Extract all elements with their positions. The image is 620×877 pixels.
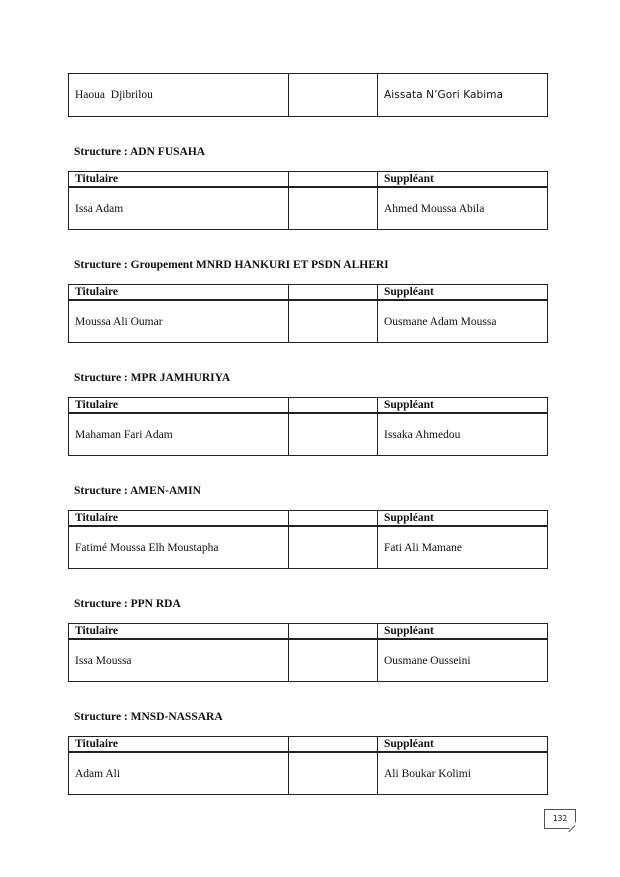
empty-cell [289,187,378,230]
structure-heading: Structure : AMEN-AMIN [74,485,201,497]
suppleant-cell: Ahmed Moussa Abila [378,187,548,230]
page-number: 132 [552,814,568,823]
table-row [69,413,548,456]
suppleant-header: Suppléant [378,398,548,414]
suppleant-cell: Aissata N’Gori Kabima [378,74,548,117]
structure-heading: Structure : ADN FUSAHA [74,146,206,158]
table-row [69,74,548,117]
member-table [68,397,548,456]
member-table [68,171,548,230]
table-row [69,639,548,682]
member-table [68,510,548,569]
member-table [68,623,548,682]
empty-cell [289,639,378,682]
empty-cell [289,74,378,117]
titulaire-header: Titulaire [69,624,289,640]
empty-header [289,398,378,414]
empty-header [289,624,378,640]
titulaire-cell: Issa Moussa [69,639,289,682]
table-header-row [69,737,548,753]
titulaire-header: Titulaire [69,737,289,753]
member-table-continued [68,73,548,117]
suppleant-header: Suppléant [378,172,548,188]
suppleant-header: Suppléant [378,511,548,527]
suppleant-cell: Issaka Ahmedou [378,413,548,456]
titulaire-header: Titulaire [69,285,289,301]
suppleant-cell: Ousmane Ousseini [378,639,548,682]
table-row [69,187,548,230]
titulaire-cell: Issa Adam [69,187,289,230]
table-header-row [69,285,548,301]
suppleant-cell: Ali Boukar Kolimi [378,752,548,795]
titulaire-cell: Haoua Djibrilou [69,74,289,117]
empty-header [289,285,378,301]
table-row [69,300,548,343]
table-row [69,526,548,569]
structure-heading: Structure : MPR JAMHURIYA [74,372,231,384]
structure-heading: Structure : PPN RDA [74,598,181,610]
empty-header [289,737,378,753]
table-header-row [69,511,548,527]
empty-cell [289,300,378,343]
suppleant-header: Suppléant [378,624,548,640]
table-header-row [69,624,548,640]
titulaire-cell: Fatimé Moussa Elh Moustapha [69,526,289,569]
empty-header [289,511,378,527]
structure-heading: Structure : Groupement MNRD HANKURI ET PSDN ALHERI [74,259,389,271]
empty-cell [289,752,378,795]
empty-cell [289,526,378,569]
structure-heading: Structure : MNSD-NASSARA [74,711,223,723]
titulaire-cell: Moussa Ali Oumar [69,300,289,343]
titulaire-header: Titulaire [69,511,289,527]
suppleant-cell: Ousmane Adam Moussa [378,300,548,343]
titulaire-cell: Adam Ali [69,752,289,795]
titulaire-header: Titulaire [69,172,289,188]
titulaire-header: Titulaire [69,398,289,414]
empty-cell [289,413,378,456]
table-row [69,752,548,795]
table-header-row [69,398,548,414]
suppleant-cell: Fati Ali Mamane [378,526,548,569]
empty-header [289,172,378,188]
suppleant-header: Suppléant [378,285,548,301]
table-header-row [69,172,548,188]
titulaire-cell: Mahaman Fari Adam [69,413,289,456]
member-table [68,736,548,795]
suppleant-header: Suppléant [378,737,548,753]
member-table [68,284,548,343]
page-number-badge [544,809,576,829]
